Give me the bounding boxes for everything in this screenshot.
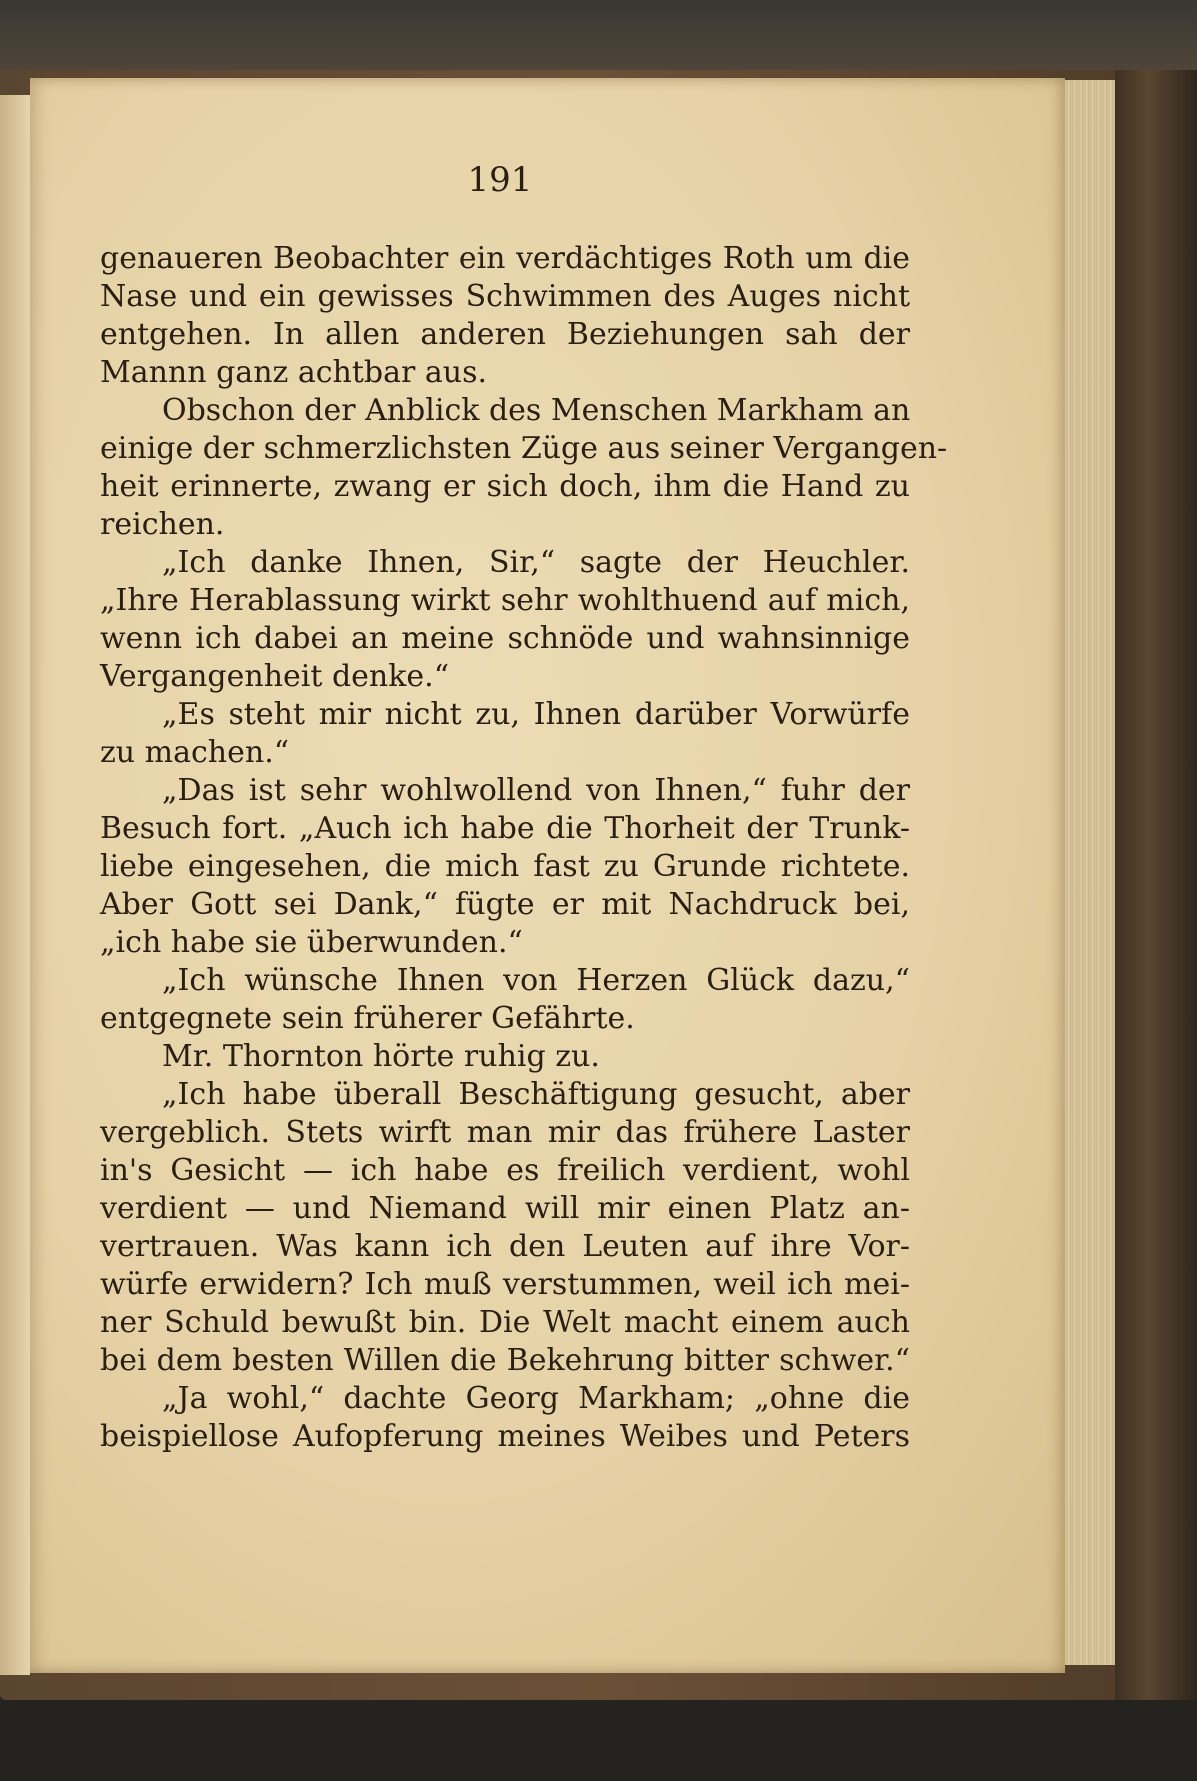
text-line: liebe eingesehen, die mich fast zu Grunde richtete. [100,849,910,884]
text-line: vergeblich. Stets wirft man mir das frühere Laster [100,1115,910,1150]
background-bottom [0,1700,1197,1781]
text-line: zu machen.“ [100,735,290,770]
text-line: Nase und ein gewisses Schwimmen des Auges nicht [100,279,910,314]
text-line: wenn ich dabei an meine schnöde und wahnsinnige [100,621,910,656]
text-line: Vergangenheit denke.“ [100,659,450,694]
text-line: Obschon der Anblick des Menschen Markham an [162,393,911,428]
text-line: verdient — und Niemand will mir einen Platz an- [100,1191,910,1226]
text-line: entgegnete sein früherer Gefährte. [100,1001,635,1036]
text-line: „Ich danke Ihnen, Sir,“ sagte der Heuchler. [162,545,910,580]
text-line: Mannn ganz achtbar aus. [100,355,488,390]
text-line: „Ihre Herablassung wirkt sehr wohlthuend auf mich, [100,583,910,618]
text-line: Aber Gott sei Dank,“ fügte er mit Nachdruck bei, [100,887,910,922]
text-line: Mr. Thornton hörte ruhig zu. [162,1039,600,1074]
text-line: entgehen. In allen anderen Beziehungen sah der [100,317,910,352]
text-line: Besuch fort. „Auch ich habe die Thorheit der Trunk- [100,811,910,846]
text-line: „Ich wünsche Ihnen von Herzen Glück dazu,“ [162,963,910,998]
text-line: „Das ist sehr wohlwollend von Ihnen,“ fuhr der [162,773,910,808]
text-line: vertrauen. Was kann ich den Leuten auf ihre Vor- [100,1229,910,1264]
page-block-edge [1065,80,1118,1665]
text-line: würfe erwidern? Ich muß verstummen, weil ich mei- [100,1267,910,1302]
text-line: „ich habe sie überwunden.“ [100,925,523,960]
text-line: in's Gesicht — ich habe es freilich verdient, wohl [100,1153,910,1188]
text-line: genaueren Beobachter ein verdächtiges Roth um die [100,241,910,276]
text-line: „Ich habe überall Beschäftigung gesucht, aber [162,1077,910,1112]
page-number: 191 [467,160,533,200]
text-line: reichen. [100,507,225,542]
text-line: einige der schmerzlichsten Züge aus seiner Vergangen- [100,431,948,466]
text-line: „Ja wohl,“ dachte Georg Markham; „ohne die [162,1381,910,1416]
text-line: „Es steht mir nicht zu, Ihnen darüber Vorwürfe [162,697,910,732]
book-spine [1115,70,1197,1700]
text-line: heit erinnerte, zwang er sich doch, ihm die Hand zu [100,469,910,504]
left-page-edge [0,95,30,1675]
text-line: beispiellose Aufopferung meines Weibes und Peters [100,1419,910,1454]
text-line: ner Schuld bewußt bin. Die Welt macht einem auch [100,1305,910,1340]
text-line: bei dem besten Willen die Bekehrung bitter schwer.“ [100,1343,910,1378]
